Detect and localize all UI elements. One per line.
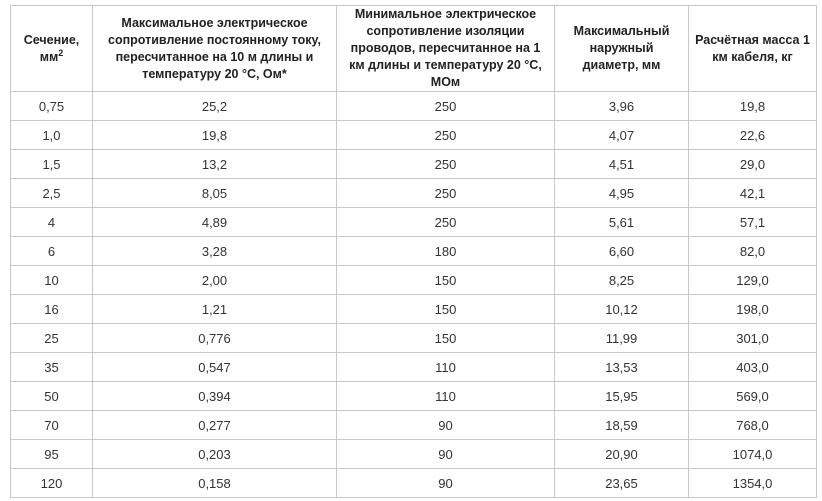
table-row xyxy=(11,121,817,150)
cell-max-diameter: 5,61 xyxy=(555,208,689,237)
cell-insulation-resistance: 250 xyxy=(337,208,555,237)
cell-cable-mass: 19,8 xyxy=(689,92,817,121)
cell-dc-resistance: 0,203 xyxy=(93,440,337,469)
header-label: Максимальное электрическое сопротивление постоянному току, пересчитанное на 10 м длины и температуру 20 °С, Ом* xyxy=(108,15,321,81)
cell-cable-mass: 198,0 xyxy=(689,295,817,324)
cell-cable-mass: 82,0 xyxy=(689,237,817,266)
cell-cable-mass: 1354,0 xyxy=(689,469,817,498)
cell-insulation-resistance: 90 xyxy=(337,411,555,440)
cell-dc-resistance: 1,21 xyxy=(93,295,337,324)
header-label: Минимальное электрическое сопротивление изоляции проводов, пересчитанное на 1 км длины и температуру 20 °С, МОм xyxy=(349,7,542,89)
cell-section: 50 xyxy=(11,382,93,411)
cell-cable-mass: 569,0 xyxy=(689,382,817,411)
header-cable-mass xyxy=(689,6,817,92)
cell-section: 95 xyxy=(11,440,93,469)
table-body xyxy=(11,92,817,498)
cell-insulation-resistance: 250 xyxy=(337,92,555,121)
header-section xyxy=(11,6,93,92)
cell-max-diameter: 8,25 xyxy=(555,266,689,295)
cell-insulation-resistance: 150 xyxy=(337,324,555,353)
table-row xyxy=(11,324,817,353)
cell-cable-mass: 768,0 xyxy=(689,411,817,440)
cell-dc-resistance: 0,547 xyxy=(93,353,337,382)
cell-dc-resistance: 2,00 xyxy=(93,266,337,295)
cell-dc-resistance: 0,277 xyxy=(93,411,337,440)
table-row xyxy=(11,295,817,324)
cell-dc-resistance: 19,8 xyxy=(93,121,337,150)
cell-insulation-resistance: 90 xyxy=(337,440,555,469)
cell-insulation-resistance: 110 xyxy=(337,353,555,382)
cable-spec-table-container xyxy=(10,5,816,498)
cell-section: 16 xyxy=(11,295,93,324)
table-row xyxy=(11,92,817,121)
cell-max-diameter: 4,07 xyxy=(555,121,689,150)
cell-section: 1,5 xyxy=(11,150,93,179)
cell-cable-mass: 1074,0 xyxy=(689,440,817,469)
cell-section: 4 xyxy=(11,208,93,237)
cell-insulation-resistance: 250 xyxy=(337,179,555,208)
cell-section: 2,5 xyxy=(11,179,93,208)
header-insulation-resistance xyxy=(337,6,555,92)
cell-max-diameter: 18,59 xyxy=(555,411,689,440)
table-row xyxy=(11,179,817,208)
cell-section: 10 xyxy=(11,266,93,295)
header-dc-resistance xyxy=(93,6,337,92)
header-superscript: 2 xyxy=(58,47,64,58)
cell-max-diameter: 20,90 xyxy=(555,440,689,469)
cell-dc-resistance: 4,89 xyxy=(93,208,337,237)
cell-cable-mass: 42,1 xyxy=(689,179,817,208)
header-max-diameter xyxy=(555,6,689,92)
table-row xyxy=(11,353,817,382)
cell-max-diameter: 15,95 xyxy=(555,382,689,411)
cell-max-diameter: 23,65 xyxy=(555,469,689,498)
cell-max-diameter: 13,53 xyxy=(555,353,689,382)
cell-dc-resistance: 0,158 xyxy=(93,469,337,498)
cell-cable-mass: 22,6 xyxy=(689,121,817,150)
table-row xyxy=(11,237,817,266)
cell-section: 70 xyxy=(11,411,93,440)
cell-cable-mass: 403,0 xyxy=(689,353,817,382)
cell-section: 25 xyxy=(11,324,93,353)
cell-section: 0,75 xyxy=(11,92,93,121)
cell-insulation-resistance: 90 xyxy=(337,469,555,498)
cell-insulation-resistance: 180 xyxy=(337,237,555,266)
cell-max-diameter: 11,99 xyxy=(555,324,689,353)
cell-max-diameter: 4,95 xyxy=(555,179,689,208)
table-row xyxy=(11,208,817,237)
cell-cable-mass: 301,0 xyxy=(689,324,817,353)
cell-section: 6 xyxy=(11,237,93,266)
header-label: Расчётная масса 1 км кабеля, кг xyxy=(695,32,810,64)
cell-section: 120 xyxy=(11,469,93,498)
cell-section: 1,0 xyxy=(11,121,93,150)
table-row xyxy=(11,440,817,469)
cell-max-diameter: 6,60 xyxy=(555,237,689,266)
table-row xyxy=(11,469,817,498)
cell-dc-resistance: 0,394 xyxy=(93,382,337,411)
cell-cable-mass: 129,0 xyxy=(689,266,817,295)
cell-cable-mass: 29,0 xyxy=(689,150,817,179)
header-label: Максимальный наружный диаметр, мм xyxy=(573,24,670,72)
header-label: Сечение, мм xyxy=(23,32,80,64)
cell-section: 35 xyxy=(11,353,93,382)
table-header xyxy=(11,6,817,92)
table-row xyxy=(11,411,817,440)
cell-cable-mass: 57,1 xyxy=(689,208,817,237)
cell-dc-resistance: 13,2 xyxy=(93,150,337,179)
cable-spec-table xyxy=(10,5,817,498)
cell-dc-resistance: 0,776 xyxy=(93,324,337,353)
cell-max-diameter: 4,51 xyxy=(555,150,689,179)
cell-insulation-resistance: 150 xyxy=(337,266,555,295)
table-row xyxy=(11,382,817,411)
cell-max-diameter: 3,96 xyxy=(555,92,689,121)
cell-insulation-resistance: 150 xyxy=(337,295,555,324)
cell-insulation-resistance: 250 xyxy=(337,150,555,179)
cell-insulation-resistance: 110 xyxy=(337,382,555,411)
cell-dc-resistance: 8,05 xyxy=(93,179,337,208)
table-row xyxy=(11,266,817,295)
cell-dc-resistance: 25,2 xyxy=(93,92,337,121)
header-row xyxy=(11,6,817,92)
cell-max-diameter: 10,12 xyxy=(555,295,689,324)
table-row xyxy=(11,150,817,179)
cell-dc-resistance: 3,28 xyxy=(93,237,337,266)
cell-insulation-resistance: 250 xyxy=(337,121,555,150)
